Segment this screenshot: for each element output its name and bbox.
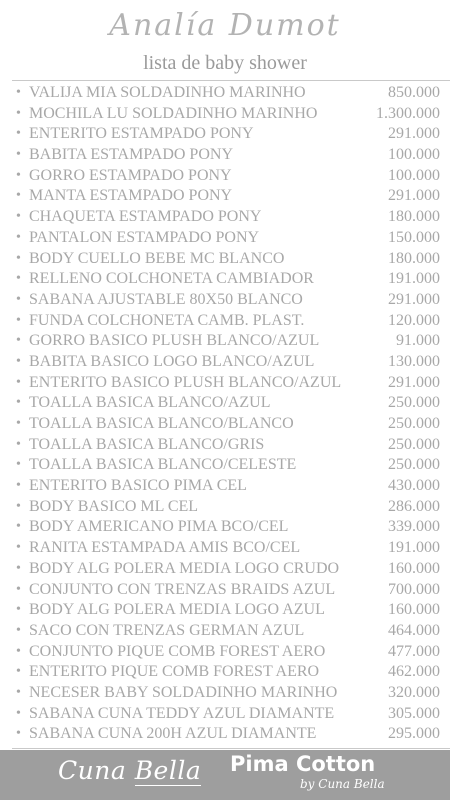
item-name: BODY CUELLO BEBE MC BLANCO xyxy=(29,249,285,267)
item-name: BODY ALG POLERA MEDIA LOGO AZUL xyxy=(29,601,325,619)
list-item xyxy=(0,537,450,558)
pima-cotton-byline: by Cuna Bella xyxy=(300,777,385,791)
item-price: 291.000 xyxy=(388,125,440,143)
bullet-icon: • xyxy=(16,395,21,411)
item-price: 339.000 xyxy=(388,518,440,536)
item-price: 291.000 xyxy=(388,290,440,308)
bullet-icon: • xyxy=(16,457,21,473)
item-price: 286.000 xyxy=(388,497,440,515)
item-price: 191.000 xyxy=(388,270,440,288)
list-item xyxy=(0,475,450,496)
item-price: 160.000 xyxy=(388,601,440,619)
bullet-icon: • xyxy=(16,250,21,266)
list-item xyxy=(0,351,450,372)
bullet-icon: • xyxy=(16,333,21,349)
list-item xyxy=(0,330,450,351)
list-item xyxy=(0,641,450,662)
item-name: ENTERITO ESTAMPADO PONY xyxy=(29,125,254,143)
item-price: 291.000 xyxy=(388,187,440,205)
item-name: CONJUNTO CON TRENZAS BRAIDS AZUL xyxy=(29,580,336,598)
item-name: GORRO ESTAMPADO PONY xyxy=(29,166,232,184)
item-price: 250.000 xyxy=(388,435,440,453)
item-price: 1.300.000 xyxy=(376,104,440,122)
item-price: 250.000 xyxy=(388,415,440,432)
list-item xyxy=(0,123,450,144)
item-price: 850.000 xyxy=(388,84,440,101)
list-item xyxy=(0,372,450,393)
list-item xyxy=(0,185,450,206)
logo-text-cuna: Cuna xyxy=(58,756,135,785)
bullet-icon: • xyxy=(16,560,21,576)
header xyxy=(0,0,450,78)
item-price: 250.000 xyxy=(388,456,440,474)
list-item xyxy=(0,682,450,703)
bullet-icon: • xyxy=(16,684,21,700)
bullet-icon: • xyxy=(16,436,21,452)
list-item xyxy=(0,103,450,124)
list-item xyxy=(0,579,450,600)
item-price: 100.000 xyxy=(388,146,440,164)
item-name: TOALLA BASICA BLANCO/AZUL xyxy=(29,394,271,412)
item-price: 462.000 xyxy=(388,663,440,681)
item-name: ENTERITO BASICO PLUSH BLANCO/AZUL xyxy=(29,373,342,391)
item-price: 700.000 xyxy=(388,580,440,598)
bullet-icon: • xyxy=(16,374,21,390)
item-name: SABANA CUNA TEDDY AZUL DIAMANTE xyxy=(29,704,335,722)
bullet-icon: • xyxy=(16,498,21,514)
bullet-icon: • xyxy=(16,229,21,245)
list-item xyxy=(0,165,450,186)
bullet-icon: • xyxy=(16,85,21,100)
bullet-icon: • xyxy=(16,126,21,142)
item-name: SACO CON TRENZAS GERMAN AZUL xyxy=(29,621,305,639)
item-name: SABANA AJUSTABLE 80X50 BLANCO xyxy=(29,290,303,308)
cuna-bella-logo xyxy=(58,756,201,785)
item-name: RELLENO COLCHONETA CAMBIADOR xyxy=(29,270,314,288)
item-price: 430.000 xyxy=(388,477,440,495)
logo-text-bella: Bella xyxy=(134,756,202,785)
item-price: 295.000 xyxy=(388,725,440,743)
top-divider xyxy=(12,80,450,81)
list-item xyxy=(0,206,450,227)
bullet-icon: • xyxy=(16,540,21,556)
item-name: BODY BASICO ML CEL xyxy=(29,497,199,515)
list-item xyxy=(0,289,450,310)
item-name: BABITA BASICO LOGO BLANCO/AZUL xyxy=(29,352,315,370)
list-item xyxy=(0,516,450,537)
item-name: BODY ALG POLERA MEDIA LOGO CRUDO xyxy=(29,559,340,577)
item-price: 100.000 xyxy=(388,166,440,184)
list-item xyxy=(0,227,450,248)
item-name: TOALLA BASICA BLANCO/BLANCO xyxy=(29,415,294,432)
bullet-icon: • xyxy=(16,271,21,287)
bullet-icon: • xyxy=(16,602,21,618)
item-name: CHAQUETA ESTAMPADO PONY xyxy=(29,208,262,226)
item-name: ENTERITO PIQUE COMB FOREST AERO xyxy=(29,663,320,681)
item-price: 180.000 xyxy=(388,249,440,267)
item-price: 291.000 xyxy=(388,373,440,391)
item-name: BABITA ESTAMPADO PONY xyxy=(29,146,233,164)
bullet-icon: • xyxy=(16,312,21,328)
item-price: 180.000 xyxy=(388,208,440,226)
bullet-icon: • xyxy=(16,726,21,742)
bullet-icon: • xyxy=(16,478,21,494)
footer-banner xyxy=(0,750,450,800)
item-name: BODY AMERICANO PIMA BCO/CEL xyxy=(29,518,289,536)
item-price: 191.000 xyxy=(388,539,440,557)
bullet-icon: • xyxy=(16,291,21,307)
item-price: 250.000 xyxy=(388,394,440,412)
item-name: PANTALON ESTAMPADO PONY xyxy=(29,228,260,246)
item-price: 464.000 xyxy=(388,621,440,639)
item-price: 120.000 xyxy=(388,311,440,329)
page-title: Analía Dumot xyxy=(109,8,341,43)
item-price: 320.000 xyxy=(388,683,440,701)
item-price: 160.000 xyxy=(388,559,440,577)
list-item xyxy=(0,703,450,724)
item-price: 130.000 xyxy=(388,352,440,370)
bullet-icon: • xyxy=(16,188,21,204)
list-item xyxy=(0,496,450,517)
item-name: SABANA CUNA 200H AZUL DIAMANTE xyxy=(29,725,317,743)
list-item xyxy=(0,599,450,620)
item-price: 91.000 xyxy=(396,332,440,350)
item-name: CONJUNTO PIQUE COMB FOREST AERO xyxy=(29,642,326,660)
bullet-icon: • xyxy=(16,416,21,431)
item-price: 150.000 xyxy=(388,228,440,246)
list-item xyxy=(0,248,450,269)
item-price: 305.000 xyxy=(388,704,440,722)
item-name: ENTERITO BASICO PIMA CEL xyxy=(29,477,247,495)
bullet-icon: • xyxy=(16,664,21,680)
item-name: FUNDA COLCHONETA CAMB. PLAST. xyxy=(29,311,305,329)
bullet-icon: • xyxy=(16,622,21,638)
item-name: GORRO BASICO PLUSH BLANCO/AZUL xyxy=(29,332,320,350)
list-item xyxy=(0,392,450,413)
bottom-divider xyxy=(12,748,450,749)
item-name: MANTA ESTAMPADO PONY xyxy=(29,187,233,205)
item-name: RANITA ESTAMPADA AMIS BCO/CEL xyxy=(29,539,301,557)
bullet-icon: • xyxy=(16,209,21,225)
bullet-icon: • xyxy=(16,705,21,721)
list-item xyxy=(0,434,450,455)
list-item xyxy=(0,413,450,434)
list-item xyxy=(0,144,450,165)
list-item xyxy=(0,558,450,579)
page-subtitle: lista de baby shower xyxy=(143,52,307,74)
bullet-icon: • xyxy=(16,105,21,121)
item-name: TOALLA BASICA BLANCO/CELESTE xyxy=(29,456,297,474)
item-price: 477.000 xyxy=(388,642,440,660)
bullet-icon: • xyxy=(16,353,21,369)
pima-cotton-logo: Pima Cotton xyxy=(230,752,376,776)
bullet-icon: • xyxy=(16,643,21,659)
list-item xyxy=(0,268,450,289)
item-name: TOALLA BASICA BLANCO/GRIS xyxy=(29,435,265,453)
item-name: VALIJA MIA SOLDADINHO MARINHO xyxy=(29,84,306,101)
list-item xyxy=(0,454,450,475)
bullet-icon: • xyxy=(16,519,21,535)
list-item xyxy=(0,620,450,641)
bullet-icon: • xyxy=(16,581,21,597)
item-name: NECESER BABY SOLDADINHO MARINHO xyxy=(29,683,338,701)
gift-list xyxy=(0,82,450,744)
bullet-icon: • xyxy=(16,167,21,183)
list-item xyxy=(0,310,450,331)
list-item xyxy=(0,82,450,103)
list-item xyxy=(0,723,450,744)
bullet-icon: • xyxy=(16,147,21,163)
item-name: MOCHILA LU SOLDADINHO MARINHO xyxy=(29,104,318,122)
list-item xyxy=(0,661,450,682)
